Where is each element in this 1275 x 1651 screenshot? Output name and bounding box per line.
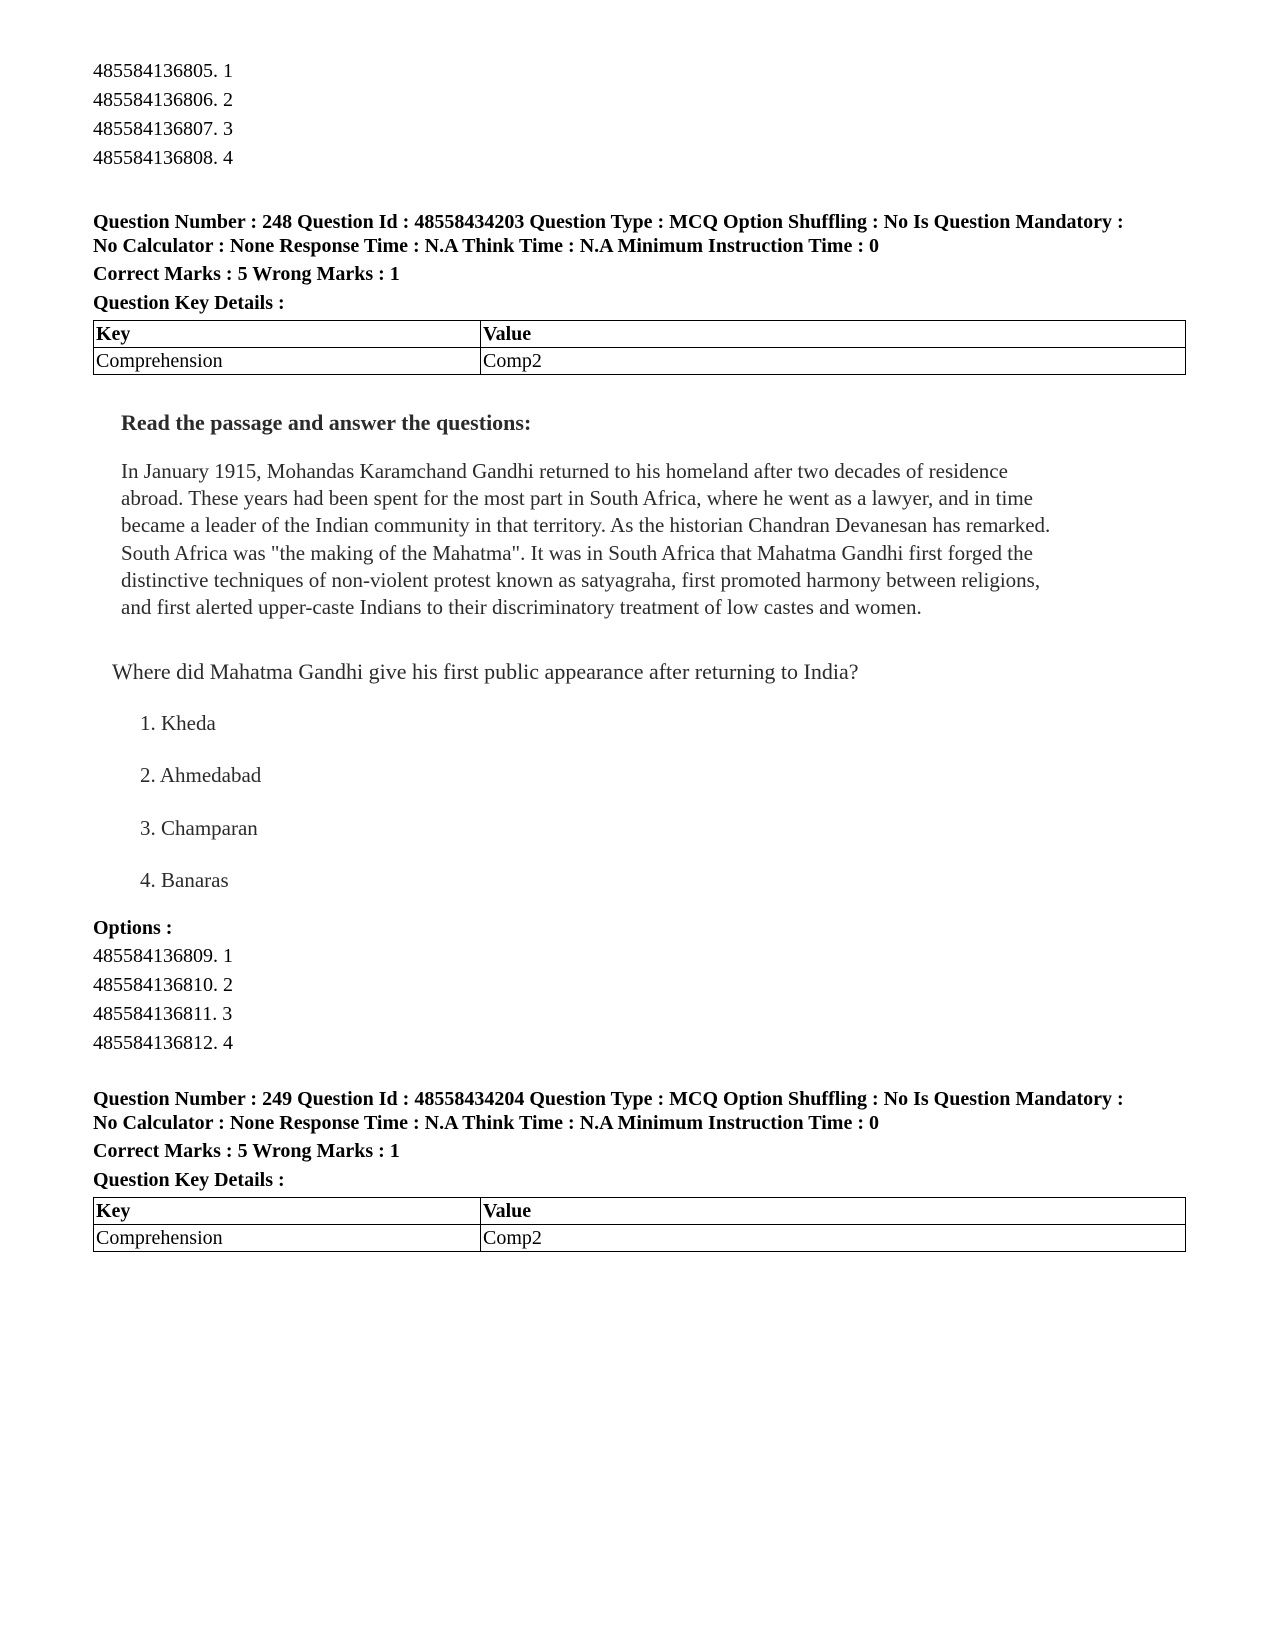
choice-item: 3. Champaran — [140, 816, 258, 840]
option-id: 485584136812. 4 — [93, 1032, 233, 1054]
value-header-cell: Value — [481, 321, 1186, 348]
question-248-options-label: Options : — [93, 917, 173, 939]
option-id: 485584136810. 2 — [93, 974, 233, 996]
key-cell: Comprehension — [94, 1225, 481, 1252]
question-meta-line: Question Number : 249 Question Id : 48558434204 Question Type : MCQ Option Shuffling : No Is Question Mandatory : — [93, 1088, 1124, 1110]
option-id: 485584136808. 4 — [93, 147, 233, 169]
question-meta-line: No Calculator : None Response Time : N.A Think Time : N.A Minimum Instruction Time : 0 — [93, 1112, 879, 1134]
passage-line: In January 1915, Mohandas Karamchand Gandhi returned to his homeland after two decades of residence — [121, 459, 1008, 483]
key-cell: Comprehension — [94, 348, 481, 375]
key-table-header-row — [94, 1198, 1186, 1225]
passage-line: became a leader of the Indian community in that territory. As the historian Chandran Devanesan has remarked. — [121, 513, 1051, 538]
question-248-key-details-label: Question Key Details : — [93, 292, 285, 314]
value-cell: Comp2 — [481, 1225, 1186, 1252]
option-id: 485584136807. 3 — [93, 118, 233, 140]
key-header-cell: Key — [94, 321, 481, 348]
passage-heading: Read the passage and answer the questions: — [121, 410, 532, 435]
question-248-key-table — [93, 320, 1186, 375]
question-248-marks: Correct Marks : 5 Wrong Marks : 1 — [93, 263, 400, 285]
choice-item: 1. Kheda — [140, 711, 216, 735]
passage-line: distinctive techniques of non-violent protest known as satyagraha, first promoted harmony between religions, — [121, 567, 1041, 592]
key-table-header-row — [94, 321, 1186, 348]
question-248-meta — [93, 210, 1193, 258]
question-meta-line: Question Number : 248 Question Id : 48558434203 Question Type : MCQ Option Shuffling : No Is Question Mandatory : — [93, 211, 1124, 233]
choice-item: 4. Banaras — [140, 868, 229, 892]
choice-item: 2. Ahmedabad — [140, 763, 262, 787]
option-id: 485584136811. 3 — [93, 1003, 233, 1025]
passage-line: abroad. These years had been spent for the most part in South Africa, where he went as a lawyer, and in time — [121, 486, 1033, 511]
key-table-row — [94, 348, 1186, 375]
previous-options-list — [93, 57, 233, 173]
passage-text — [121, 458, 1181, 621]
question-249-marks: Correct Marks : 5 Wrong Marks : 1 — [93, 1140, 400, 1162]
option-id: 485584136805. 1 — [93, 60, 233, 82]
question-249-key-table — [93, 1197, 1186, 1252]
question-249-key-details-label: Question Key Details : — [93, 1169, 285, 1191]
key-header-cell: Key — [94, 1198, 481, 1225]
question-248-options-list — [93, 942, 233, 1058]
passage-line: and first alerted upper-caste Indians to their discriminatory treatment of low castes and women. — [121, 595, 922, 620]
value-cell: Comp2 — [481, 348, 1186, 375]
passage-line: South Africa was "the making of the Mahatma". It was in South Africa that Mahatma Gandhi first forged the — [121, 540, 1033, 565]
question-meta-line: No Calculator : None Response Time : N.A Think Time : N.A Minimum Instruction Time : 0 — [93, 235, 879, 257]
key-table-row — [94, 1225, 1186, 1252]
value-header-cell: Value — [481, 1198, 1186, 1225]
question-249-meta — [93, 1087, 1193, 1135]
option-id: 485584136809. 1 — [93, 945, 233, 967]
question-text: Where did Mahatma Gandhi give his first public appearance after returning to India? — [112, 659, 859, 684]
option-id: 485584136806. 2 — [93, 89, 233, 111]
